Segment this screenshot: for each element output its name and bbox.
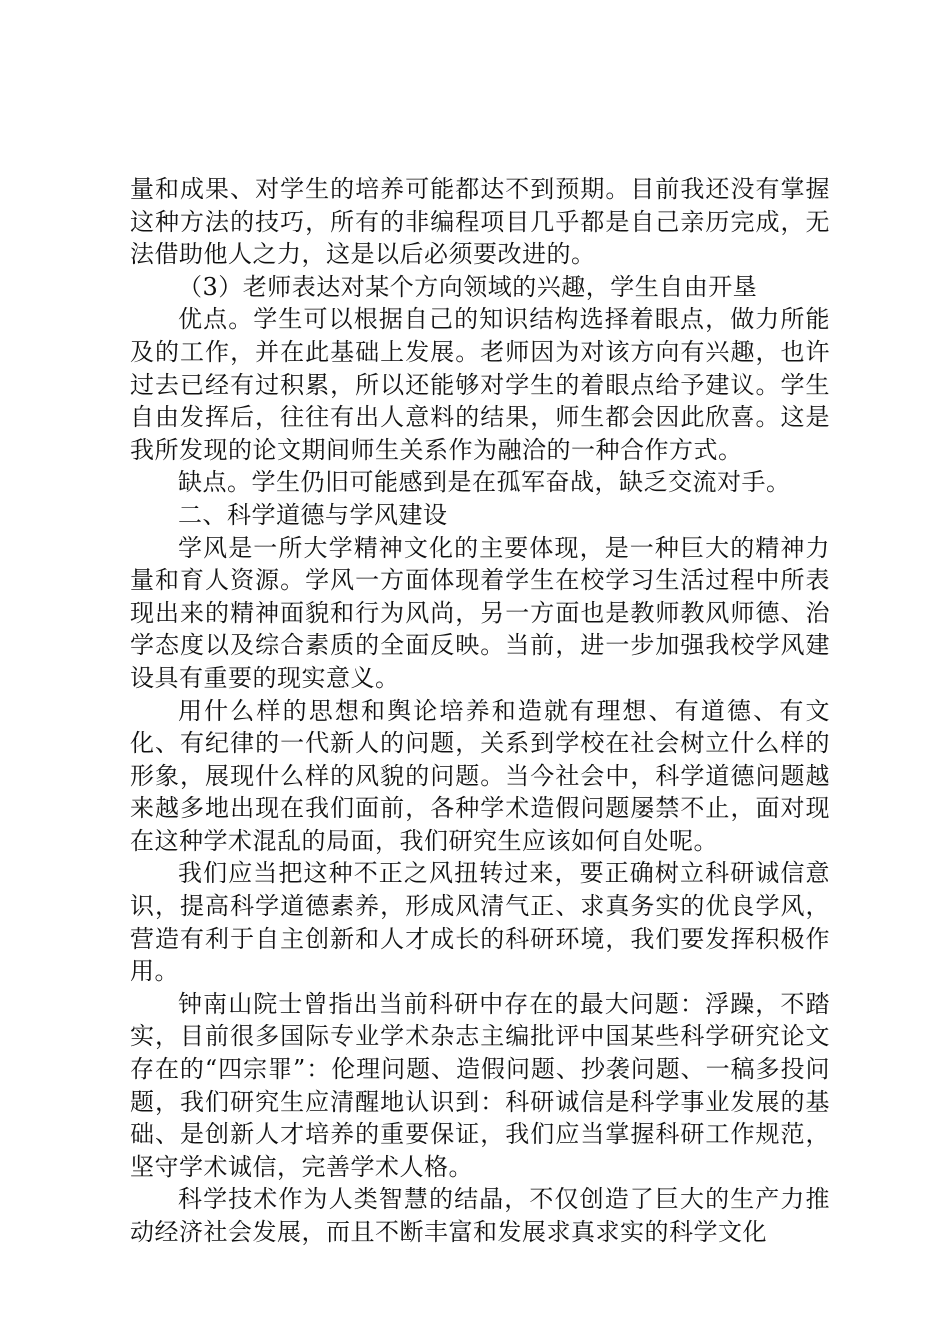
- paragraph-continuation: 量和成果、对学生的培养可能都达不到预期。目前我还没有掌握这种方法的技巧，所有的非编程项目几乎都是自己亲历完成，无法借助他人之力，这是以后必须要改进的。: [130, 175, 830, 269]
- list-item-heading: （3）老师表达对某个方向领域的兴趣，学生自由开垦: [178, 272, 758, 301]
- paragraph: 科学技术作为人类智慧的结晶，不仅创造了巨大的生产力推动经济社会发展，而且不断丰富和发展求真求实的科学文化: [130, 1185, 830, 1246]
- paragraph: 用什么样的思想和舆论培养和造就有理想、有道德、有文化、有纪律的一代新人的问题，关系到学校在社会树立什么样的形象，展现什么样的风貌的问题。当今社会中，科学道德问题越来越多地出现在我们面前，各种学术造假问题屡禁不止，面对现在这种学术混乱的局面，我们研究生应该如何自处呢。: [130, 696, 830, 855]
- document-body: [130, 173, 830, 1249]
- paragraph: 钟南山院士曾指出当前科研中存在的最大问题：浮躁，不踏实，目前很多国际专业学术杂志主编批评中国某些科学研究论文存在的“四宗罪”：伦理问题、造假问题、抄袭问题、一稿多投问题，我们研究生应清醒地认识到：科研诚信是科学事业发展的基础、是创新人才培养的重要保证，我们应当掌握科研工作规范，坚守学术诚信，完善学术人格。: [130, 989, 830, 1181]
- paragraph: 学风是一所大学精神文化的主要体现，是一种巨大的精神力量和育人资源。学风一方面体现着学生在校学习生活过程中所表现出来的精神面貌和行为风尚，另一方面也是教师教风师德、治学态度以及综合素质的全面反映。当前，进一步加强我校学风建设具有重要的现实意义。: [130, 533, 830, 692]
- paragraph-disadvantages: 缺点。学生仍旧可能感到是在孤军奋战，缺乏交流对手。: [178, 468, 791, 497]
- section-heading: 二、科学道德与学风建设: [178, 500, 448, 529]
- paragraph-advantages: 优点。学生可以根据自己的知识结构选择着眼点，做力所能及的工作，并在此基础上发展。老师因为对该方向有兴趣，也许过去已经有过积累，所以还能够对学生的着眼点给予建议。学生自由发挥后，往往有出人意料的结果，师生都会因此欣喜。这是我所发现的论文期间师生关系作为融洽的一种合作方式。: [130, 305, 830, 464]
- paragraph: 我们应当把这种不正之风扭转过来，要正确树立科研诚信意识，提高科学道德素养，形成风清气正、求真务实的优良学风，营造有利于自主创新和人才成长的科研环境，我们要发挥积极作用。: [130, 859, 830, 986]
